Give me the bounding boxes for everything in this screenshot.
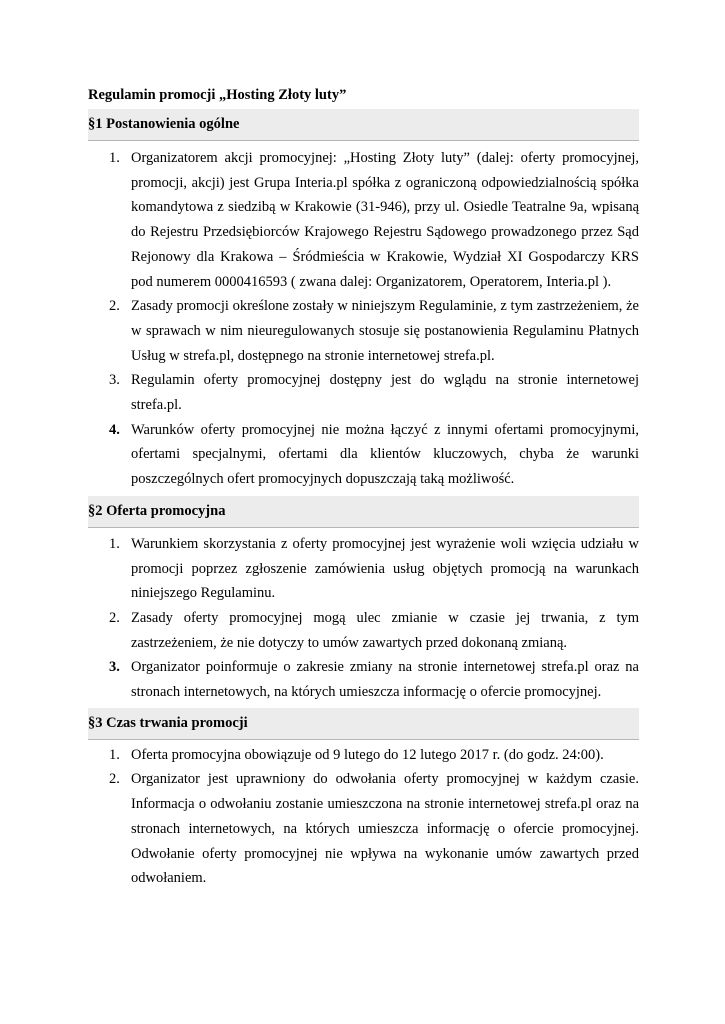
item-text-line: przez Sąd Rejonowy dla Krakowa – Śródmieścia w Krakowie, Wydział XI (131, 224, 639, 265)
item-text-line: Odwołanie oferty promocyjnej nie wpływa na wykonanie umów zawartych przed (131, 845, 639, 862)
item-text-line: Gospodarczy KRS pod numerem 0000416593 ( zwana dalej: Organizatorem, (131, 248, 639, 290)
item-number: 3. (109, 659, 120, 676)
item-text-line: ofertami specjalnymi, ofertami dla klientów kluczowych, chyba że warunki (131, 446, 639, 463)
item-number: 2. (109, 609, 120, 626)
item-text-line: wpisaną do Rejestru Przedsiębiorców Krajowego Rejestru Sądowego prowadzonego (131, 199, 639, 241)
item-text-line: Organizatorem akcji promocyjnej: „Hosting Złoty luty” (dalej: oferty promocyjnej, (131, 150, 639, 166)
section-list (88, 740, 639, 891)
item-text-line: Organizator poinformuje o zakresie zmiany na stronie internetowej strefa.pl oraz na (131, 659, 639, 676)
list-item (88, 368, 639, 417)
list-item (88, 655, 639, 704)
section-1 (88, 109, 639, 496)
item-text-line: Zasady oferty promocyjnej mogą ulec zmianie w czasie jej trwania, z tym (131, 609, 639, 626)
item-text-line: w promocji poprzez zgłoszenie zamówienia usług objętych promocją na warunkach (131, 535, 639, 577)
list-item (88, 606, 639, 655)
list-item (88, 146, 639, 294)
item-text-line: Oferta promocyjna obowiązuje od 9 lutego do 12 lutego 2017 r. (do godz. 24:00). (131, 746, 604, 763)
item-text-line: Regulamin oferty promocyjnej dostępny jest do wglądu na stronie internetowej (131, 372, 639, 389)
item-text-line: odwołaniem. (131, 870, 207, 887)
item-text-line: Organizator jest uprawniony do odwołania oferty promocyjnej w każdym czasie. (131, 771, 639, 788)
item-text-line: niniejszego Regulaminu. (131, 585, 276, 602)
item-number: 3. (109, 372, 120, 389)
document-page (88, 81, 639, 891)
item-text-line: stronach internetowych, na których umieszcza informację o ofercie promocyjnej. (131, 820, 639, 837)
item-text-line: że w sprawach w nim nieuregulowanych stosuje się postanowienia Regulaminu (131, 298, 639, 339)
section-heading: §1 Postanowienia ogólne (88, 109, 639, 141)
document-title: Regulamin promocji „Hosting Złoty luty” (88, 87, 347, 103)
list-item (88, 743, 639, 768)
list-item (88, 294, 639, 368)
item-number: 1. (109, 150, 120, 166)
item-text-line: Zasady promocji określone zostały w niniejszym Regulaminie, z tym zastrzeżeniem, (131, 298, 627, 315)
item-text-line: strefa.pl. (131, 397, 182, 414)
list-item (88, 767, 639, 891)
section-heading: §3 Czas trwania promocji (88, 708, 639, 740)
section-3 (88, 708, 639, 891)
item-text-line: Warunków oferty promocyjnej nie można łączyć z innymi ofertami promocyjnymi, (131, 421, 639, 438)
item-number: 2. (109, 298, 120, 315)
item-number: 4. (109, 421, 120, 438)
section-list (88, 528, 639, 708)
section-list (88, 141, 639, 496)
section-2 (88, 496, 639, 708)
list-item (88, 532, 639, 606)
item-text-line: zastrzeżeniem, że nie dotyczy to umów zawartych przed dokonaną zmianą. (131, 634, 568, 651)
section-heading: §2 Oferta promocyjna (88, 496, 639, 528)
item-number: 1. (109, 746, 120, 763)
item-text-line: Operatorem, Interia.pl ). (469, 273, 612, 290)
item-text-line: stronach internetowych, na których umieszcza informację o ofercie promocyjnej. (131, 684, 602, 701)
item-text-line: Warunkiem skorzystania z oferty promocyjnej jest wyrażenie woli wzięcia udziału (131, 535, 629, 552)
item-text-line: promocji, akcji) jest Grupa Interia.pl spółka z ograniczoną odpowiedzialnością spółka (131, 174, 639, 191)
item-text-line: Informacja o odwołaniu zostanie umieszczona na stronie internetowej strefa.pl oraz na (131, 796, 639, 813)
item-number: 2. (109, 771, 120, 788)
item-text-line: Płatnych Usług w strefa.pl, dostępnego na stronie internetowej strefa.pl. (131, 322, 639, 364)
item-text-line: poszczególnych ofert promocyjnych dopuszczają taką możliwość. (131, 471, 515, 488)
document-sections (88, 109, 639, 891)
item-text-line: komandytowa z siedzibą w Krakowie (31-946), przy ul. Osiedle Teatralne 9a, (131, 199, 592, 216)
list-item (88, 418, 639, 492)
item-number: 1. (109, 535, 120, 552)
